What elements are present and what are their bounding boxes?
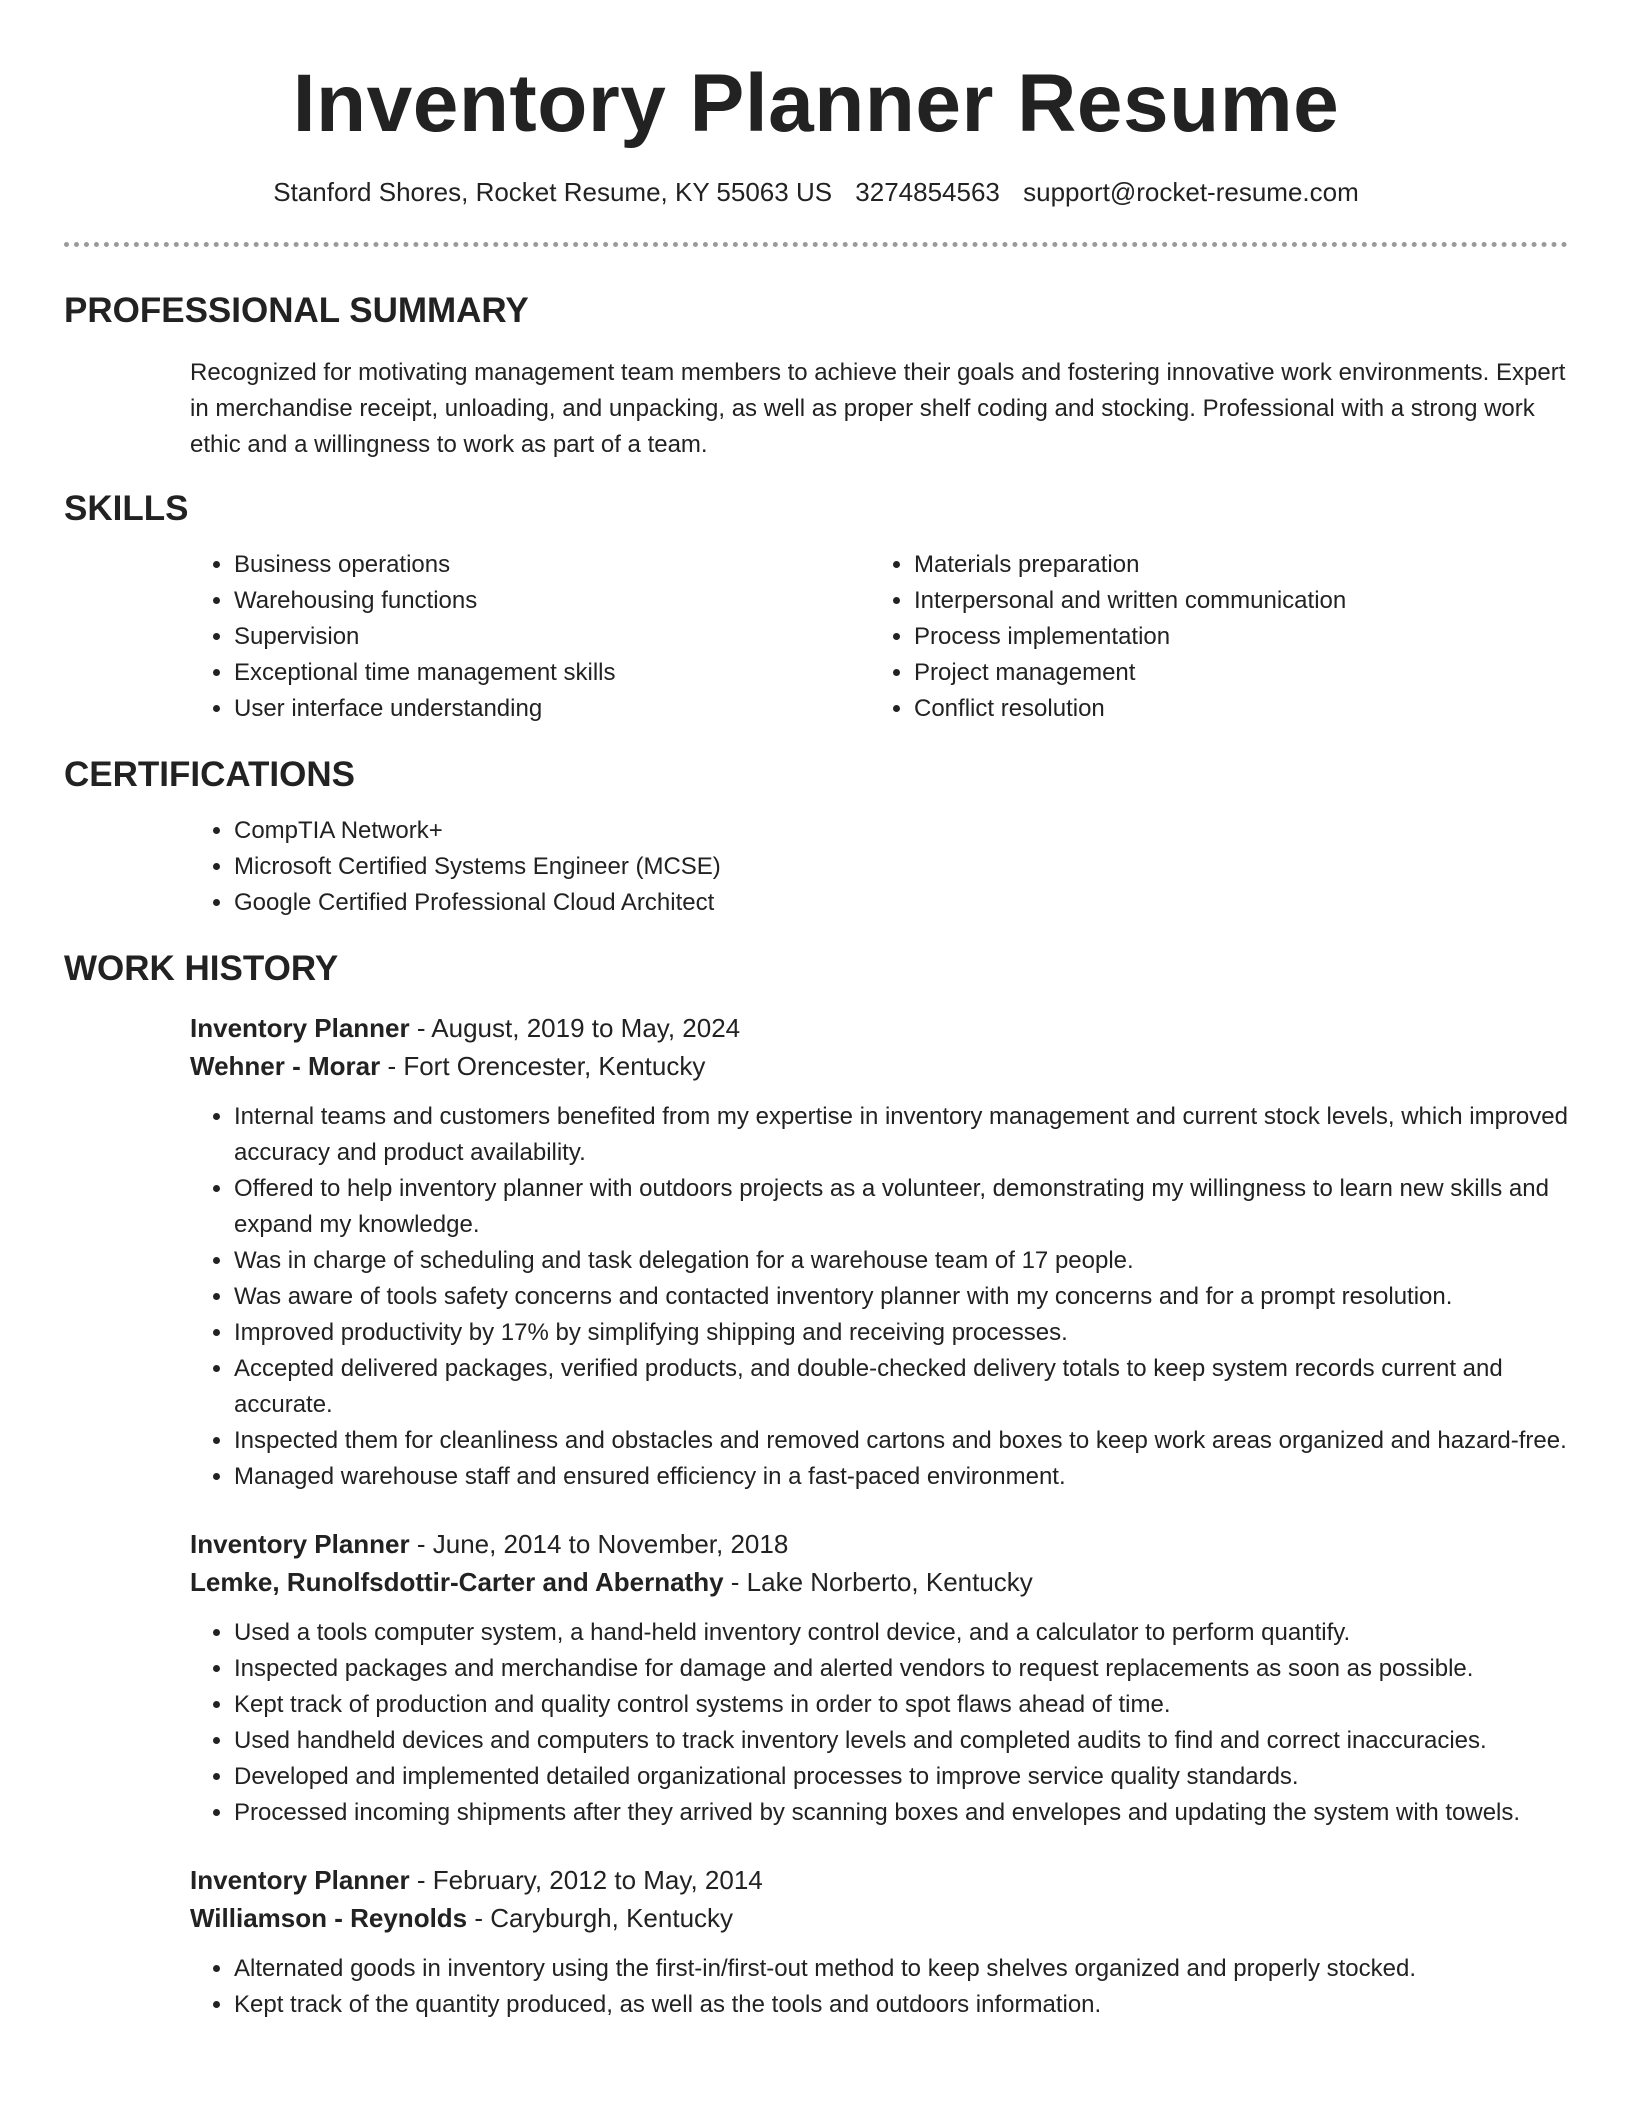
certifications-body xyxy=(190,813,1568,921)
list-item: • Offered to help inventory planner with outdoors projects as a volunteer, demonstrating my willingness to learn new skills and expand my knowledge. xyxy=(234,1171,1574,1243)
list-item: • User interface understanding xyxy=(234,691,870,727)
job-title: Inventory Planner xyxy=(190,1013,410,1043)
skills-column-left xyxy=(190,547,870,727)
list-item: • Kept track of production and quality control systems in order to spot flaws ahead of time. xyxy=(234,1687,1574,1723)
list-item: • Google Certified Professional Cloud Architect xyxy=(234,885,1568,921)
contact-info xyxy=(64,176,1568,208)
list-item: • Conflict resolution xyxy=(914,691,1550,727)
job-location: - Lake Norberto, Kentucky xyxy=(723,1567,1033,1597)
summary-heading: PROFESSIONAL SUMMARY xyxy=(64,291,529,330)
contact-address: Stanford Shores, Rocket Resume, KY 55063 US xyxy=(273,177,833,207)
list-item: • Interpersonal and written communication xyxy=(914,583,1550,619)
skills-section xyxy=(64,487,1568,727)
list-item: • Accepted delivered packages, verified products, and double-checked delivery totals to keep system records current and accurate. xyxy=(234,1351,1574,1423)
job-title: Inventory Planner xyxy=(190,1865,410,1895)
job-company: Wehner - Morar xyxy=(190,1051,381,1081)
list-item: • Exceptional time management skills xyxy=(234,655,870,691)
list-item: • Used handheld devices and computers to track inventory levels and completed audits to find and correct inaccuracies. xyxy=(234,1723,1574,1759)
list-item: • Microsoft Certified Systems Engineer (MCSE) xyxy=(234,849,1568,885)
list-item: • Project management xyxy=(914,655,1550,691)
job-entry xyxy=(190,1009,1568,1495)
list-item: • Was aware of tools safety concerns and contacted inventory planner with my concerns and for a prompt resolution. xyxy=(234,1279,1574,1315)
page-title: Inventory Planner Resume xyxy=(292,58,1340,149)
summary-text: Recognized for motivating management team members to achieve their goals and fostering innovative work environments. Expert in merchandise receipt, unloading, and unpacking, as well as proper shelf coding and stocking. Professional with a strong work ethic and a willingness to work as part of a team. xyxy=(190,359,1566,458)
job-bullets xyxy=(190,1951,1574,2023)
skills-heading: SKILLS xyxy=(64,489,189,528)
contact-email: support@rocket-resume.com xyxy=(1023,177,1359,207)
job-company-line xyxy=(190,1563,1568,1601)
job-dates: - February, 2012 to May, 2014 xyxy=(409,1865,763,1895)
list-item: • Improved productivity by 17% by simplifying shipping and receiving processes. xyxy=(234,1315,1574,1351)
job-bullets xyxy=(190,1099,1574,1495)
list-item: • Managed warehouse staff and ensured efficiency in a fast-paced environment. xyxy=(234,1459,1574,1495)
list-item: • Inspected them for cleanliness and obstacles and removed cartons and boxes to keep work areas organized and hazard-free. xyxy=(234,1423,1574,1459)
certifications-section xyxy=(64,753,1568,921)
contact-phone: 3274854563 xyxy=(855,177,1000,207)
job-title-line xyxy=(190,1525,1568,1563)
summary-section xyxy=(64,289,1568,463)
list-item: • Materials preparation xyxy=(914,547,1550,583)
list-item: • Inspected packages and merchandise for damage and alerted vendors to request replacements as soon as possible. xyxy=(234,1651,1574,1687)
list-item: • Used a tools computer system, a hand-held inventory control device, and a calculator to perform quantify. xyxy=(234,1615,1574,1651)
list-item: • Was in charge of scheduling and task delegation for a warehouse team of 17 people. xyxy=(234,1243,1574,1279)
skills-grid xyxy=(190,547,1568,727)
job-title: Inventory Planner xyxy=(190,1529,410,1559)
job-company-line xyxy=(190,1047,1568,1085)
work-history-section xyxy=(64,947,1568,2023)
list-item: • Alternated goods in inventory using the first-in/first-out method to keep shelves organized and properly stocked. xyxy=(234,1951,1574,1987)
list-item: • Developed and implemented detailed organizational processes to improve service quality standards. xyxy=(234,1759,1574,1795)
list-item: • Kept track of the quantity produced, as well as the tools and outdoors information. xyxy=(234,1987,1574,2023)
job-company: Williamson - Reynolds xyxy=(190,1903,468,1933)
job-location: - Fort Orencester, Kentucky xyxy=(380,1051,706,1081)
job-bullets xyxy=(190,1615,1574,1831)
job-title-line xyxy=(190,1861,1568,1899)
list-item: • CompTIA Network+ xyxy=(234,813,1568,849)
skills-list-right xyxy=(870,547,1550,727)
job-title-line xyxy=(190,1009,1568,1047)
list-item: • Internal teams and customers benefited from my expertise in inventory management and current stock levels, which improved accuracy and product availability. xyxy=(234,1099,1574,1171)
header-divider xyxy=(64,242,1568,247)
list-item: • Warehousing functions xyxy=(234,583,870,619)
certifications-heading: CERTIFICATIONS xyxy=(64,755,356,794)
skills-column-right xyxy=(870,547,1550,727)
job-entry xyxy=(190,1525,1568,1831)
job-dates: - August, 2019 to May, 2024 xyxy=(409,1013,741,1043)
job-company-line xyxy=(190,1899,1568,1937)
list-item: • Supervision xyxy=(234,619,870,655)
list-item: • Process implementation xyxy=(914,619,1550,655)
work-history-heading: WORK HISTORY xyxy=(64,949,339,988)
certifications-list xyxy=(190,813,1568,921)
job-location: - Caryburgh, Kentucky xyxy=(467,1903,734,1933)
job-dates: - June, 2014 to November, 2018 xyxy=(409,1529,789,1559)
list-item: • Processed incoming shipments after they arrived by scanning boxes and envelopes and updating the system with towels. xyxy=(234,1795,1574,1831)
job-entry xyxy=(190,1861,1568,2023)
job-company: Lemke, Runolfsdottir-Carter and Abernathy xyxy=(190,1567,724,1597)
list-item: • Business operations xyxy=(234,547,870,583)
skills-list-left xyxy=(190,547,870,727)
resume-page xyxy=(64,0,1568,2023)
